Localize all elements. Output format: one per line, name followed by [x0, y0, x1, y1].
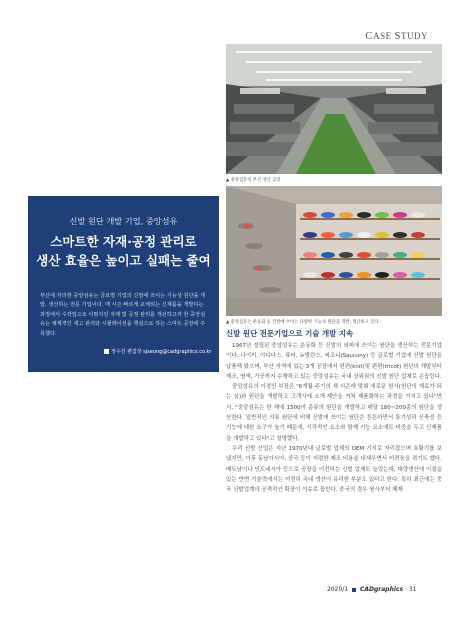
title-box-top [28, 196, 219, 281]
page-footer [327, 586, 416, 593]
author-text: 정수진 편집장 sjseong@cadgraphics.co.kr [111, 349, 212, 355]
section-heading: 신발 원단 전문기업으로 기술 개발 지속 [226, 329, 354, 338]
article-body [226, 341, 442, 495]
article-title-line-1: 스마트한 자재·공정 관리로 [50, 234, 197, 249]
footer-separator: · [404, 586, 407, 593]
shoe-display-photo-caption: ▲ 중앙섬유는 운동화 등 신발에 쓰이는 다양한 기능성 원단을 개발, 생산하고 있다 [226, 320, 379, 325]
article-intro: 부산에 자리한 중앙섬유는 글로벌 기업의 신발에 쓰이는 기능성 원단을 개발, 생산하는 전문 기업이다. 매 시즌 빠르게 교체되는 신제품을 개발하는 과정에서 수작업으로 이뤄지던 자재 및 공정 관리를 개선하고자 한 중앙섬유는 체계적인 재고 관리와 시뮬레이션을 핵심으로 하는 스마트 공장에 주목했다. [40, 293, 206, 337]
paragraph-2: 중앙섬유의 이정민 부장은 "6개월 주기의 새 시즌에 맞춰 새로운 원사(원단의 재료가 되는 실)와 원단을 개발하고 고객사에 소개·제안을 거쳐 제품화하는 과정을 거치고 있다"면서, "중앙섬유는 한 해에 1500여 종류의 원단을 개발하고 매달 180~200종의 원단을 생산한다. 일반적인 의류 원단에 비해 신발에 쓰이는 원단은 튼튼하면서 통기성과 신축성 등 기능에 대한 요구가 높기 때문에, 시각적인 요소와 함께 기능 요소에도 비중을 두고 신제품을 개발하고 있다"고 설명했다. [226, 384, 442, 442]
factory-illustration [226, 44, 442, 174]
article-subtitle: 신발 원단 개발 기업, 중앙섬유 [69, 216, 178, 226]
paragraph-3: 우리 신발 산업은 지난 1970년대 글로벌 업체의 OEM 기지로 자리잡으며 호황기를 보냈지만, 이후 동남아시아, 중국 등이 저렴한 제조 비용을 내세우면서 어려움을 겪기도 했다. 베트남이나 인도네시아 등으로 공장을 이전하는 신발 업체도 늘었는데, 대량생산에 이점을 있는 반면 기술력에서는 여전히 국내 생산이 유리한 부분도 있다고 한다. 특히 최근에는 중국 신발업계의 공격적인 확장이 이슈로 꼽힌다. 중국의 경우 원사부터 제제 [226, 445, 442, 494]
article-author [104, 348, 211, 355]
section-header-ase: ASE [373, 31, 395, 41]
factory-photo [226, 44, 442, 174]
section-header-s: S [394, 30, 401, 42]
shoe-display-photo [226, 186, 442, 316]
footer-separator-icon [352, 588, 356, 592]
paragraph-1: 1967년 설립된 중앙섬유는 운동화 등 신발의 외피에 쓰이는 원단을 생산하는 전문기업이다. 나이키, 아디다스, 퓨마, 뉴발란스, 써코니(Saucony) 등 글로벌 기업에 신발 원단을 납품해 왔으며, 부산 지역에 있는 3개 공장에서 편편(knit)및 편편(tricot) 원단의 개발부터 제조, 염색, 가공까지 수행하고 있는 중앙섬유는 국내 상위권의 신발 원단 업체로 손꼽힌다. [226, 343, 442, 380]
section-header [365, 30, 428, 42]
author-bullet-icon [104, 349, 109, 354]
shoe-display-illustration [226, 186, 442, 316]
article-title-box [28, 196, 219, 372]
article-title-line-2: 생산 효율은 높이고 실패는 줄여 [36, 253, 211, 268]
magazine-brand: CADgraphics [359, 586, 404, 593]
factory-photo-caption: ▲ 중앙섬유의 부산 생산 공장 [226, 178, 281, 183]
page-number: 31 [408, 586, 417, 593]
section-header-c: C [365, 30, 374, 42]
article-title [28, 232, 219, 270]
issue-date: 2020/1 [327, 586, 349, 593]
section-header-tudy: TUDY [401, 31, 428, 41]
